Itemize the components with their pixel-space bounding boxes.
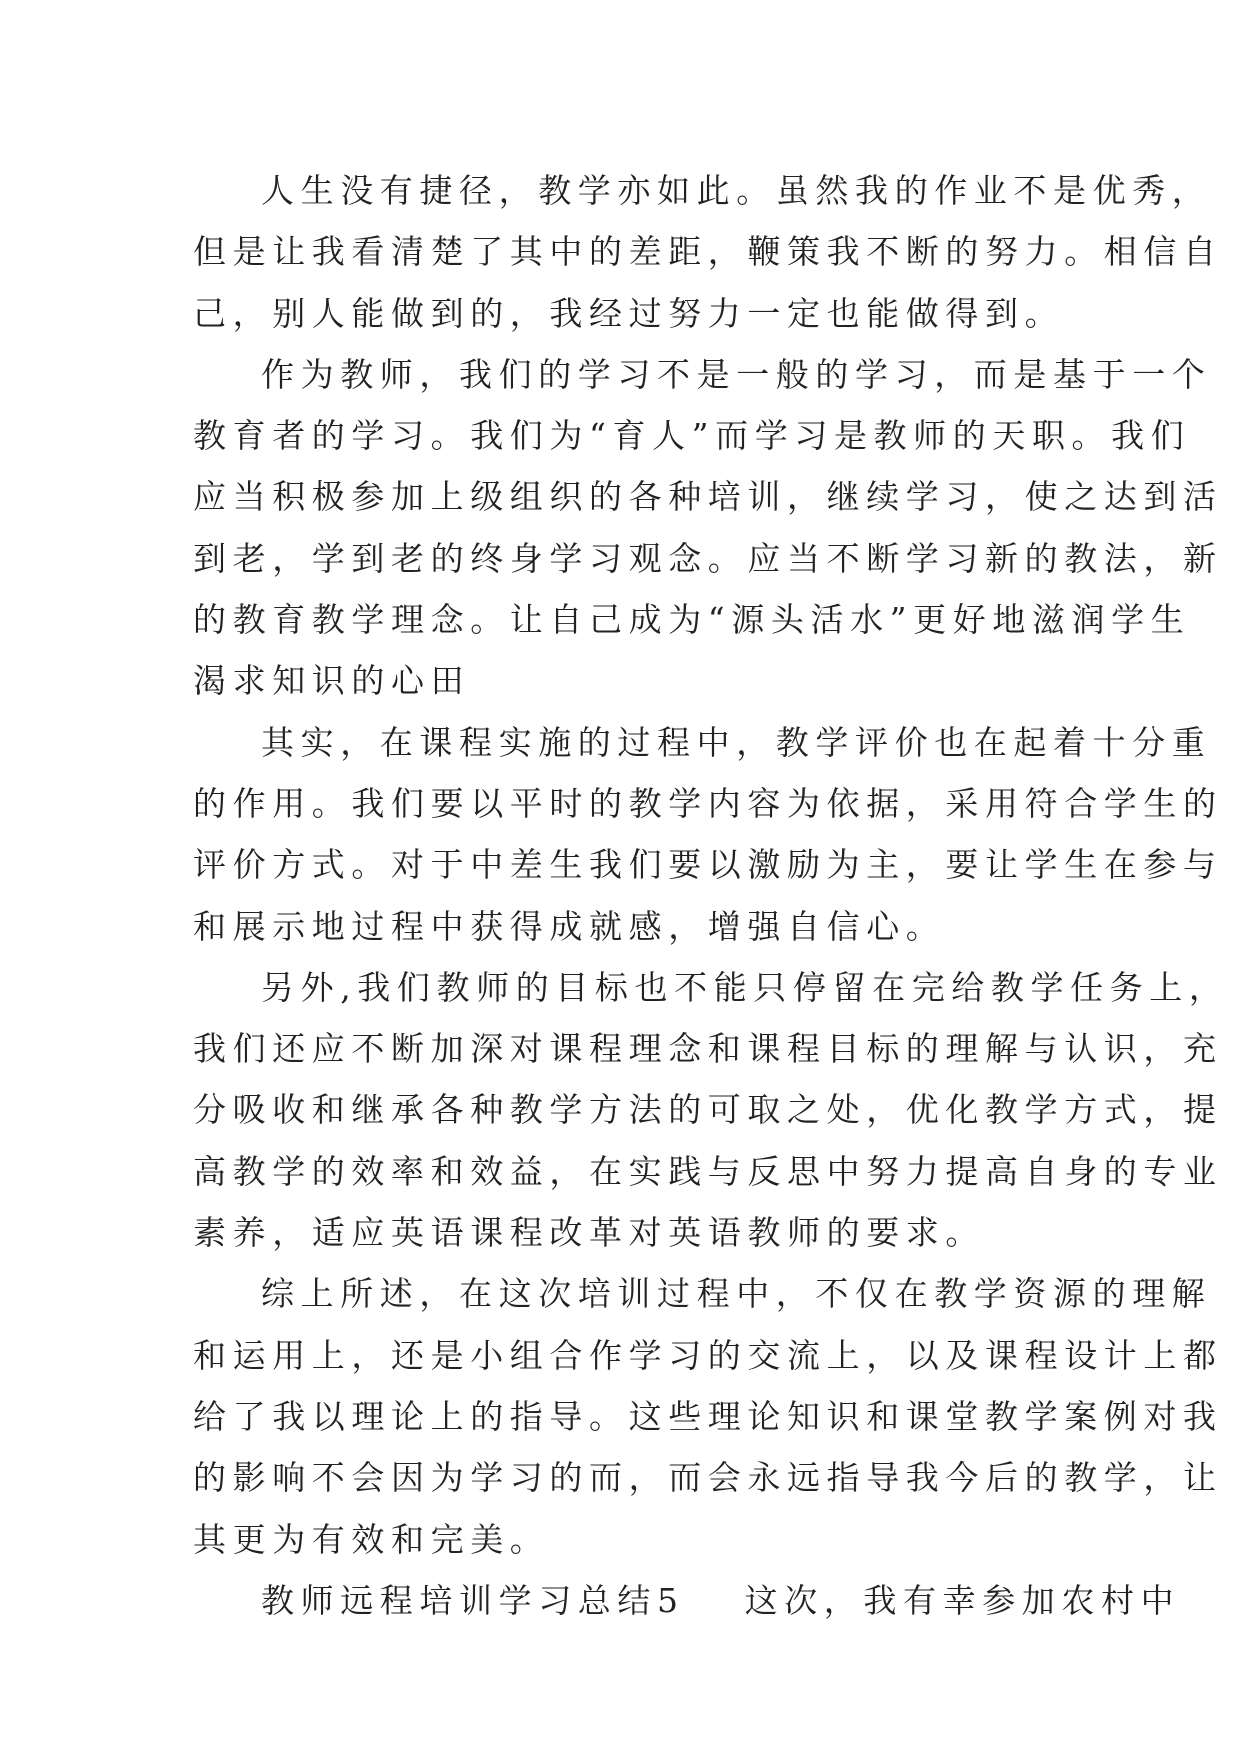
paragraph-line: 其实，在课程实施的过程中，教学评价也在起着十分重 <box>261 722 1212 762</box>
paragraph-line: 综上所述，在这次培训过程中，不仅在教学资源的理解 <box>261 1274 1212 1314</box>
paragraph-line: 的影响不会因为学习的而，而会永远指导我今后的教学，让 <box>193 1458 1223 1498</box>
paragraph-line: 素养，适应英语课程改革对英语教师的要求。 <box>193 1213 985 1253</box>
paragraph-line: 分吸收和继承各种教学方法的可取之处，优化教学方式，提 <box>193 1090 1223 1130</box>
section-heading-line <box>193 1570 1181 1631</box>
paragraph-line: 但是让我看清楚了其中的差距，鞭策我不断的努力。相信自 <box>193 232 1223 272</box>
paragraph-line: 渴求知识的心田 <box>193 661 471 701</box>
paragraph-line: 其更为有效和完美。 <box>193 1519 550 1559</box>
paragraph-line: 作为教师，我们的学习不是一般的学习，而是基于一个 <box>261 354 1212 394</box>
paragraph-line: 应当积极参加上级组织的各种培训，继续学习，使之达到活 <box>193 477 1223 517</box>
paragraph-line: 给了我以理论上的指导。这些理论知识和课堂教学案例对我 <box>193 1396 1223 1436</box>
paragraph-line: 高教学的效率和效益，在实践与反思中努力提高自身的专业 <box>193 1151 1223 1191</box>
section-heading: 教师远程培训学习总结5 <box>261 1580 685 1620</box>
paragraph-line: 人生没有捷径，教学亦如此。虽然我的作业不是优秀， <box>261 171 1212 210</box>
paragraph-line: 我们还应不断加深对课程理念和课程目标的理解与认识，充 <box>193 1029 1223 1069</box>
paragraph-line: 到老，学到老的终身学习观念。应当不断学习新的教法，新 <box>193 538 1223 578</box>
paragraph-line: 的教育教学理念。让自己成为“源头活水”更好地滋润学生 <box>193 600 1191 640</box>
body-text <box>193 160 1229 1631</box>
paragraph-line: 己，别人能做到的，我经过努力一定也能做得到。 <box>193 293 1065 333</box>
paragraph-line: 和展示地过程中获得成就感，增强自信心。 <box>193 906 946 946</box>
paragraph-start: 这次，我有幸参加农村中 <box>744 1580 1181 1620</box>
paragraph-line: 的作用。我们要以平时的教学内容为依据，采用符合学生的 <box>193 783 1223 823</box>
paragraph-line: 另外,我们教师的目标也不能只停留在完给教学任务上， <box>261 967 1229 1007</box>
paragraph-line: 评价方式。对于中差生我们要以激励为主，要让学生在参与 <box>193 845 1223 885</box>
paragraph-line: 教育者的学习。我们为“育人”而学习是教师的天职。我们 <box>193 416 1191 456</box>
paragraph-line: 和运用上，还是小组合作学习的交流上，以及课程设计上都 <box>193 1335 1223 1375</box>
